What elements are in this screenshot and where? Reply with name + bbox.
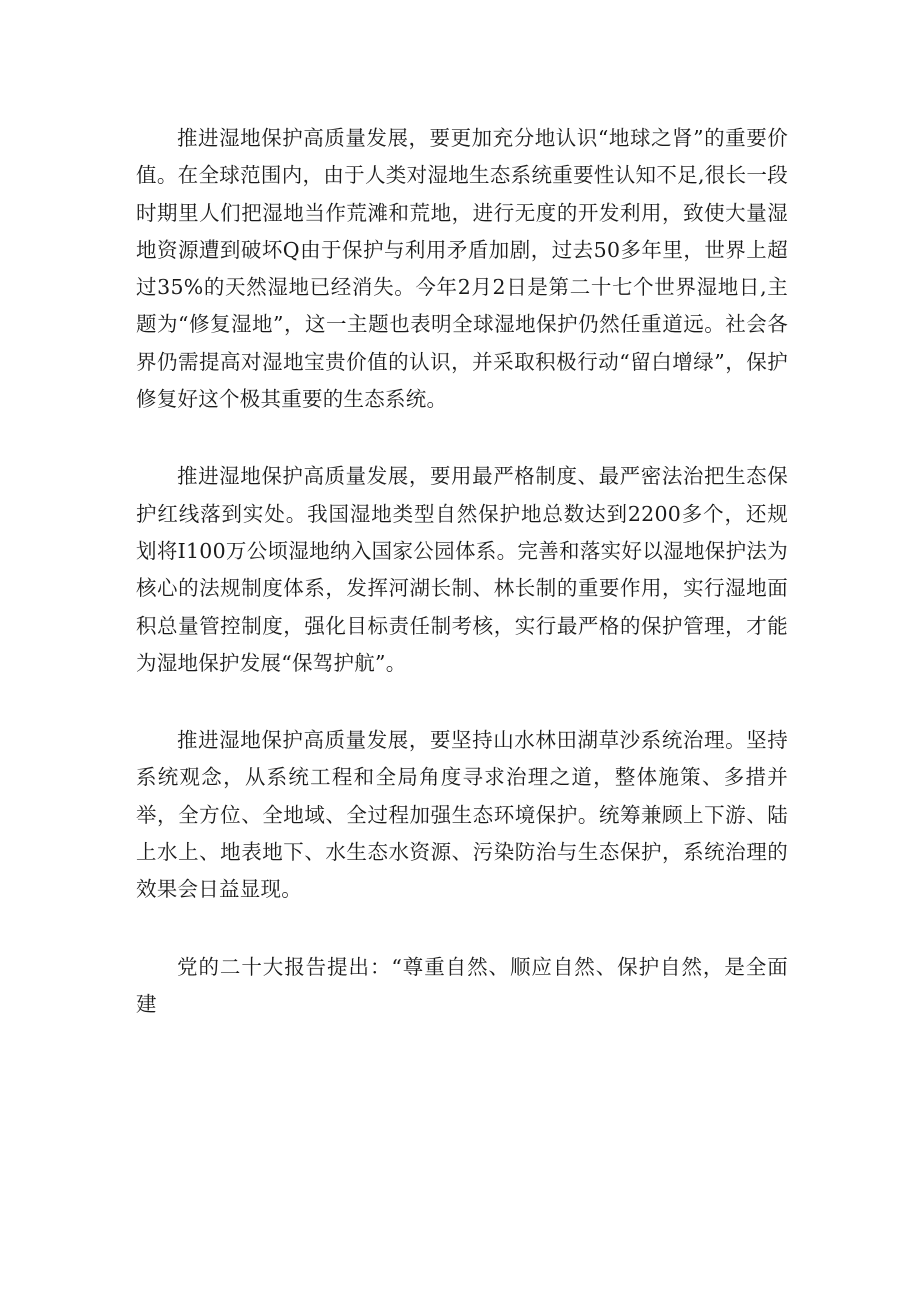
paragraph-wetland-governance: 推进湿地保护高质量发展，要坚持山水林田湖草沙系统治理。坚持系统观念，从系统工程和全局角度寻求治理之道，整体施策、多措并举，全方位、全地域、全过程加强生态环境保护。统筹兼顾上下游、陆上水上、地表地下、水生态水资源、污染防治与生态保护，系统治理的效果会日益显现。 xyxy=(136,728,788,902)
paragraph-twentieth-congress: 党的二十大报告提出：“尊重自然、顺应自然、保护自然，是全面建 xyxy=(136,954,788,1016)
document-body xyxy=(136,120,788,1023)
paragraph-wetland-value: 推进湿地保护高质量发展，要更加充分地认识“地球之肾”的重要价值。在全球范围内，由于人类对湿地生态系统重要性认知不足,很长一段时期里人们把湿地当作荒滩和荒地，进行无度的开发利用，致使大量湿地资源遭到破坏Q由于保护与利用矛盾加剧，过去50多年里，世界上超过35%的天然湿地已经消失。今年2月2日是第二十七个世界湿地日,主题为“修复湿地”，这一主题也表明全球湿地保护仍然任重道远。社会各界仍需提高对湿地宝贵价值的认识，并采取积极行动“留白增绿”，保护修复好这个极其重要的生态系统。 xyxy=(136,126,788,412)
paragraph-wetland-law: 推进湿地保护高质量发展，要用最严格制度、最严密法治把生态保护红线落到实处。我国湿地类型自然保护地总数达到2200多个，还规划将I100万公顷湿地纳入国家公园体系。完善和落实好以湿地保护法为核心的法规制度体系，发挥河湖长制、林长制的重要作用，实行湿地面积总量管控制度，强化目标责任制考核，实行最严格的保护管理，才能为湿地保护发展“保驾护航”。 xyxy=(136,464,788,675)
